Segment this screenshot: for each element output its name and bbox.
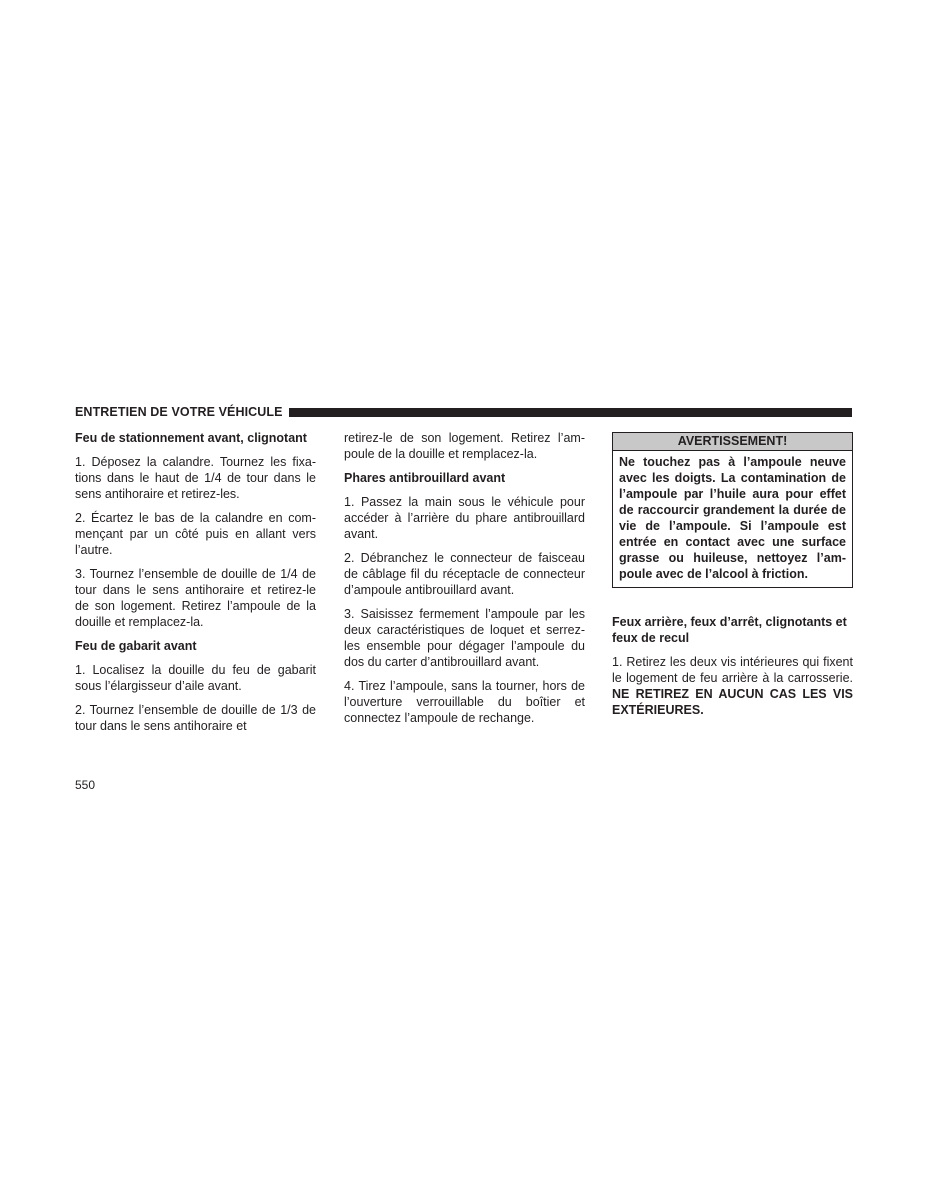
paragraph: 4. Tirez l’ampoule, sans la tourner, hors de l’ouverture verrouillable du boîtier et connectez l’ampoule de rechange. (344, 679, 585, 725)
column-3 (612, 430, 853, 726)
paragraph-bold-warning: NE RETIREZ EN AUCUN CAS LES VIS EXTÉRIEURES. (612, 687, 853, 717)
paragraph: retirez-le de son logement. Retirez l’ampoule de la douille et remplacez-la. (344, 431, 585, 461)
paragraph: 2. Tournez l’ensemble de douille de 1/3 de tour dans le sens antihoraire et (75, 703, 316, 733)
section-header (75, 405, 852, 419)
page-number: 550 (75, 778, 96, 792)
paragraph (612, 654, 853, 718)
heading-feux-arriere: Feux arrière, feux d’arrêt, clignotants et feux de recul (612, 615, 847, 645)
section-title: ENTRETIEN DE VOTRE VÉHICULE (75, 405, 283, 419)
paragraph: 2. Débranchez le connecteur de faisceau de câblage fil du réceptacle de connecteur d’ampoule antibrouillard avant. (344, 551, 585, 597)
spacer (612, 588, 853, 614)
paragraph-text: 1. Retirez les deux vis intérieures qui fixent le logement de feu arrière à la carrosserie. (612, 655, 853, 685)
paragraph: 3. Saisissez fermement l’ampoule par les deux caractéristiques de loquet et serrez-les ensemble pour dégager l’ampoule du dos du carter d’antibrouillard avant. (344, 607, 585, 669)
paragraph: 3. Tournez l’ensemble de douille de 1/4 de tour dans le sens antihoraire et retirez-le de son logement. Retirez l’ampoule de la douille et remplacez-la. (75, 567, 316, 629)
warning-box (612, 432, 853, 588)
paragraph: 1. Passez la main sous le véhicule pour accéder à l’arrière du phare antibrouillard avant. (344, 495, 585, 541)
column-2 (344, 430, 585, 734)
warning-title: AVERTISSEMENT! (613, 433, 852, 451)
heading-feu-gabarit: Feu de gabarit avant (75, 639, 197, 653)
header-rule (289, 408, 852, 417)
warning-text: Ne touchez pas à l’ampoule neuve avec les doigts. La contamination de l’ampoule par l’huile aura pour effet de raccourcir grandement la durée de vie de l’ampoule. Si l’ampoule est entrée en contact avec une surface grasse ou huileuse, nettoyez l’ampoule avec de l’alcool à friction. (619, 455, 846, 581)
paragraph: 1. Déposez la calandre. Tournez les fixations dans le haut de 1/4 de tour dans le sens antihoraire et retirez-les. (75, 455, 316, 501)
column-1 (75, 430, 316, 742)
paragraph: 2. Écartez le bas de la calandre en commençant par un côté puis en allant vers l’autre. (75, 511, 316, 557)
heading-feu-stationnement: Feu de stationnement avant, clignotant (75, 431, 307, 445)
paragraph: 1. Localisez la douille du feu de gabarit sous l’élargisseur d’aile avant. (75, 663, 316, 693)
heading-phares-antibrouillard: Phares antibrouillard avant (344, 471, 506, 485)
